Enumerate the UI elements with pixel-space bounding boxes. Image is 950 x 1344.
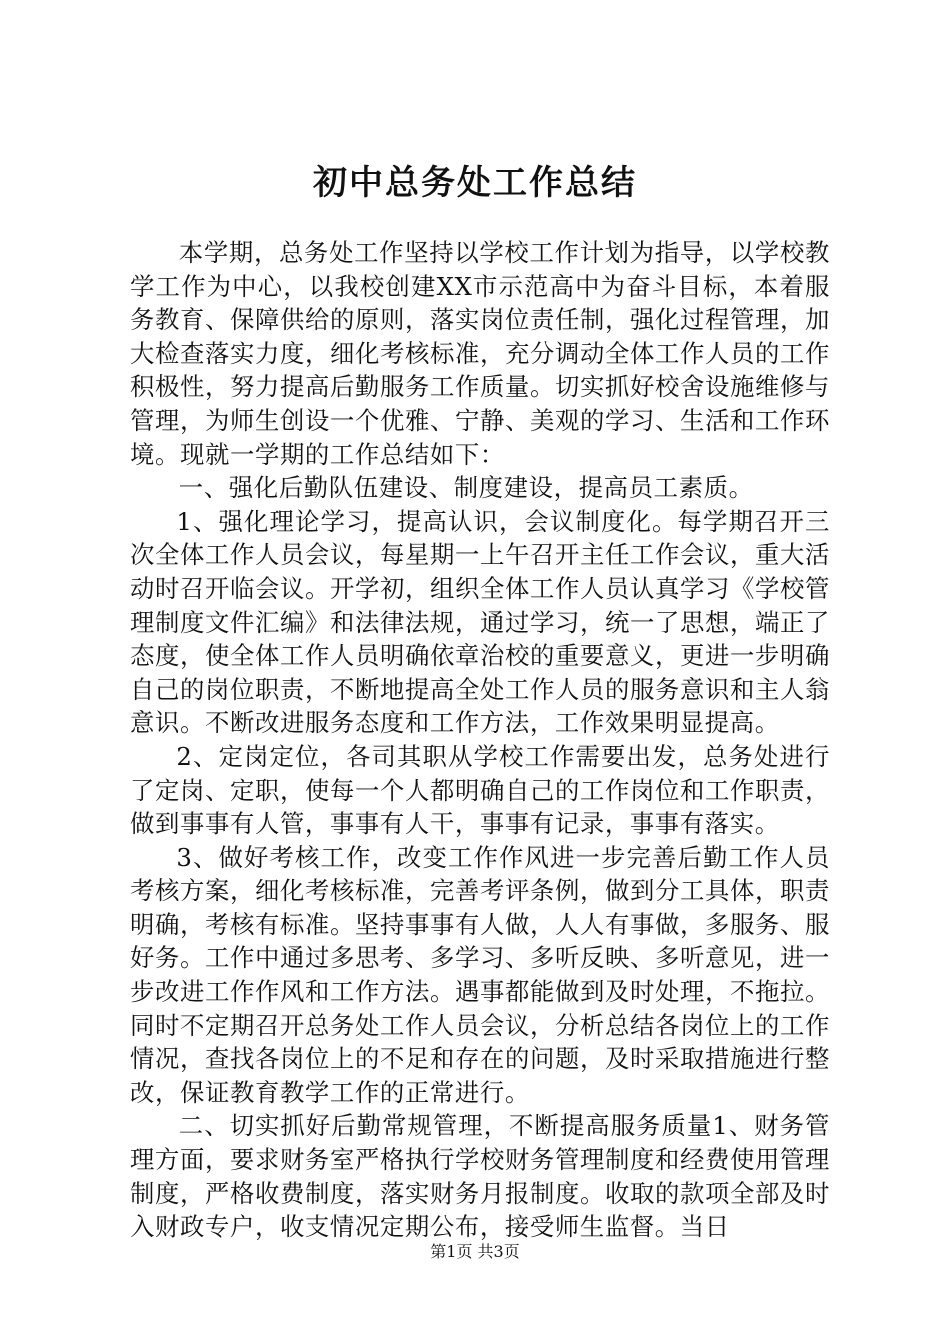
paragraph-item-1: 1、强化理论学习，提高认识，会议制度化。每学期召开三次全体工作人员会议，每星期一上午召开主任工作会议，重大活动时召开临会议。开学初，组织全体工作人员认真学习《学校管理制度文件汇编》和法律法规，通过学习，统一了思想，端正了态度，使全体工作人员明确依章治校的重要意义，更进一步明确自己的岗位职责，不断地提高全处工作人员的服务意识和主人翁意识。不断改进服务态度和工作方法，工作效果明显提高。 bbox=[130, 506, 830, 738]
section-heading-1: 一、强化后勤队伍建设、制度建设，提高员工素质。 bbox=[178, 473, 754, 503]
page-number: 第1页 共3页 bbox=[430, 1242, 520, 1261]
document-title: 初中总务处工作总结 bbox=[313, 163, 637, 203]
paragraph-item-2: 2、定岗定位，各司其职从学校工作需要出发，总务处进行了定岗、定职，使每一个人都明确自己的工作岗位和工作职责，做到事事有人管，事事有人干，事事有记录，事事有落实。 bbox=[130, 741, 830, 839]
paragraph-item-3: 3、做好考核工作，改变工作作风进一步完善后勤工作人员考核方案，细化考核标准，完善考评条例，做到分工具体，职责明确，考核有标准。坚持事事有人做，人人有事做，多服务、服好务。工作中通过多思考、多学习、多听反映、多听意见，进一步改进工作作风和工作方法。遇事都能做到及时处理，不拖拉。同时不定期召开总务处工作人员会议，分析总结各岗位上的工作情况，查找各岗位上的不足和存在的问题，及时采取措施进行整改，保证教育教学工作的正常进行。 bbox=[130, 842, 830, 1107]
document-body bbox=[130, 236, 830, 1244]
paragraph-intro: 本学期，总务处工作坚持以学校工作计划为指导，以学校教学工作为中心，以我校创建XX市示范高中为奋斗目标，本着服务教育、保障供给的原则，落实岗位责任制，强化过程管理，加大检查落实力度，细化考核标准，充分调动全体工作人员的工作积极性，努力提高后勤服务工作质量。切实抓好校舍设施维修与管理，为师生创设一个优雅、宁静、美观的学习、生活和工作环境。现就一学期的工作总结如下： bbox=[130, 238, 830, 469]
section-heading-2: 二、切实抓好后勤常规管理，不断提高服务质量1、财务管理方面，要求财务室严格执行学校财务管理制度和经费使用管理制度，严格收费制度，落实财务月报制度。收取的款项全部及时入财政专户，收支情况定期公布，接受师生监督。当日 bbox=[130, 1111, 830, 1242]
